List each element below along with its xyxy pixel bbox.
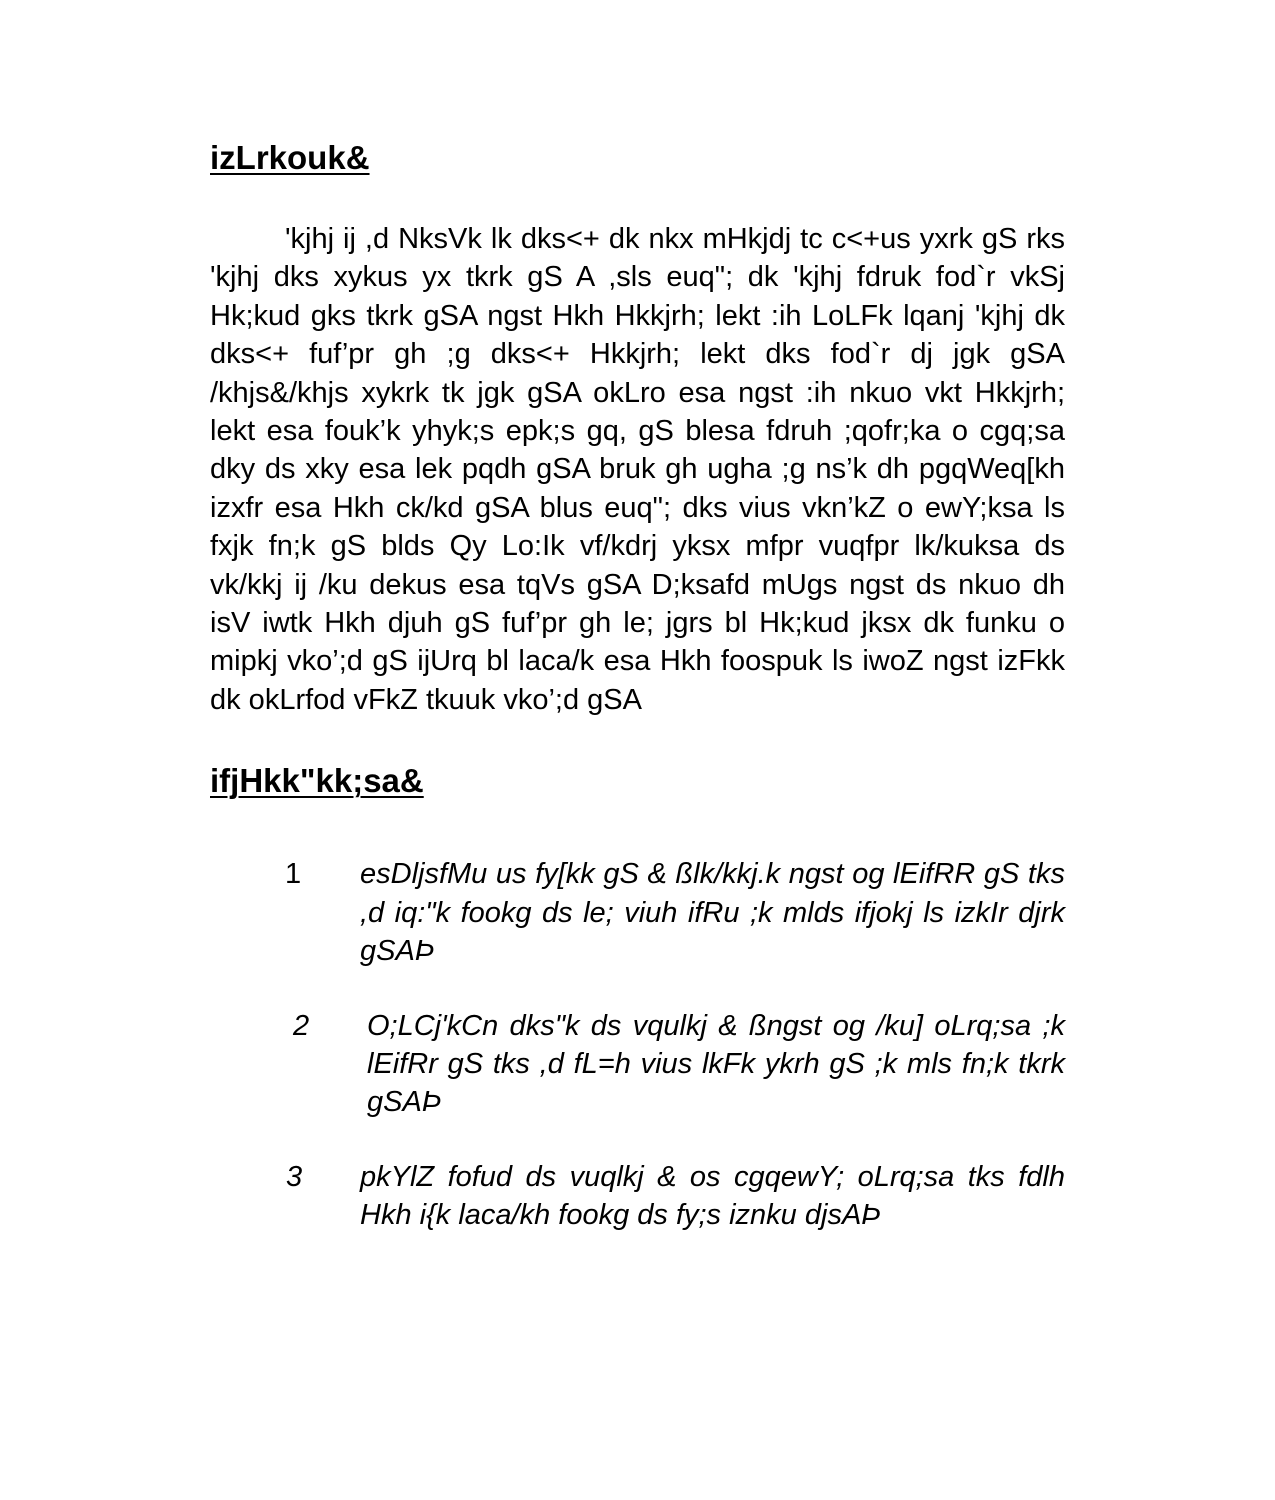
definition-item-1 xyxy=(210,855,1065,970)
definitions-list xyxy=(210,855,1065,1234)
definition-item-2 xyxy=(210,1007,1065,1122)
intro-paragraph: 'kjhj ij ,d NksVk lk dks<+ dk nkx mHkjdj tc c<+us yxrk gS rks 'kjhj dks xykus yx tkrk gS A ,sls euq"; dk 'kjhj fdruk fod`r vkSj Hk;kud gks tkrk gSA ngst Hkh Hkkjrh; lekt :ih LoLFk lqanj 'kjhj dk dks<+ fuf’pr gh ;g dks<+ Hkkjrh; lekt dks fod`r dj jgk gSA /khjs&/khjs xykrk tk jgk gSA okLro esa ngst :ih nkuo vkt Hkkjrh; lekt esa fouk’k yhyk;s epk;s gq, gS blesa fdruh ;qofr;ka o cgq;sa dky ds xky esa lek pqdh gSA bruk gh ugha ;g ns’k dh pgqWeq[kh izxfr esa Hkh ck/kd gSA blus euq"; dks vius vkn’kZ o ewY;ksa ls fxjk fn;k gS blds Qy Lo:Ik vf/kdrj yksx mfpr vuqfpr lk/kuksa ds vk/kkj ij /ku dekus esa tqVs gSA D;ksafd mUgs ngst ds nkuo dh isV iwtk Hkh djuh gS fuf’pr gh le; jgrs bl Hk;kud jksx dk funku o mipkj vko’;d gS ijUrq bl laca/k esa Hkh foospuk ls iwoZ ngst izFkk dk okLrfod vFkZ tkuuk vko’;d gSA xyxy=(210,223,1065,716)
definition-text-3: pkYlZ fofud ds vuqlkj & os cgqewY; oLrq;sa tks fdlh Hkh i{k laca/kh fookg ds fy;s iznku djsAÞ xyxy=(360,1160,1065,1232)
definition-item-3 xyxy=(210,1158,1065,1235)
definition-number-1: 1 xyxy=(285,858,302,891)
definitions-heading: ifjHkk"kk;sa& xyxy=(210,762,424,800)
intro-section xyxy=(210,134,1065,719)
document-page xyxy=(210,134,1065,1271)
definition-number-2: 2 xyxy=(293,1009,310,1042)
definitions-section xyxy=(210,757,1065,1234)
intro-heading: izLrkouk& xyxy=(210,139,370,176)
definition-number-3: 3 xyxy=(286,1160,303,1193)
definition-text-1: esDljsfMu us fy[kk gS & ßlk/kkj.k ngst og lEifRR gS tks ,d iq:"k fookg ds le; viuh ifRu ;k mlds ifjokj ls izkIr djrk gSAÞ xyxy=(360,858,1065,968)
definition-text-2: O;LCj'kCn dks"k ds vqulkj & ßngst og /ku] oLrq;sa ;k lEifRr gS tks ,d fL=h vius lkFk ykrh gS ;k mls fn;k tkrk gSAÞ xyxy=(367,1009,1065,1119)
